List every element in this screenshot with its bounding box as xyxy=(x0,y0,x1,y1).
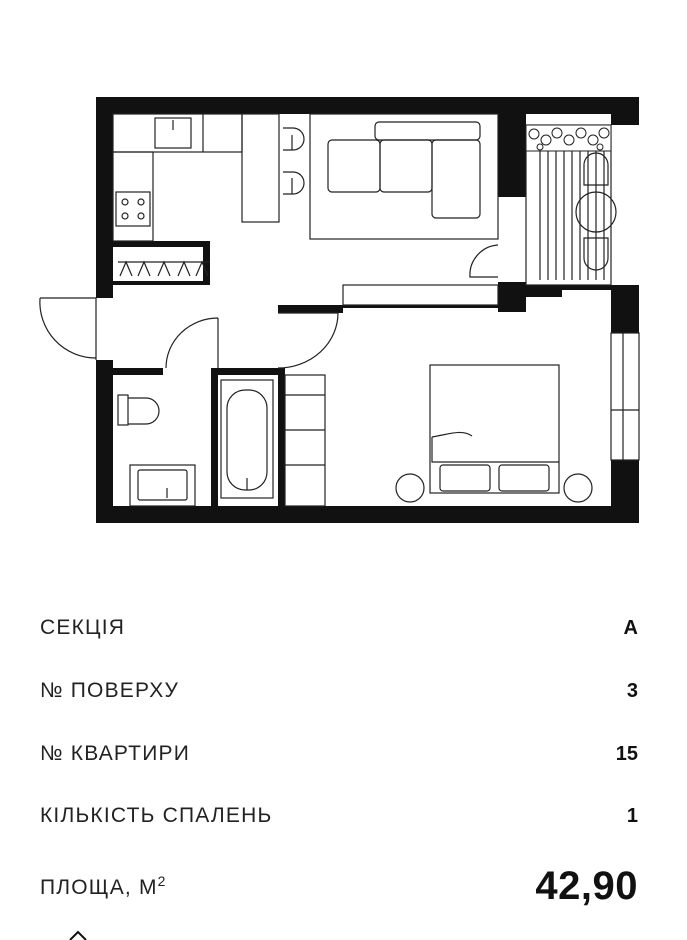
section-row xyxy=(40,608,638,648)
walls xyxy=(96,97,639,523)
area-row xyxy=(40,861,638,911)
area-unit-sup: 2 xyxy=(157,872,167,889)
area-value: 42,90 xyxy=(535,863,638,908)
chevron-up-icon[interactable] xyxy=(64,928,92,940)
bedrooms-row xyxy=(40,796,638,836)
floor-label: № ПОВЕРХУ xyxy=(40,679,180,702)
section-label: СЕКЦІЯ xyxy=(40,616,126,639)
bedrooms-value: 1 xyxy=(626,804,638,827)
apartment-label: № КВАРТИРИ xyxy=(40,742,190,765)
apartment-value: 15 xyxy=(615,742,638,765)
floor-value: 3 xyxy=(626,679,638,702)
bedrooms-label: КІЛЬКІСТЬ СПАЛЕНЬ xyxy=(40,804,273,827)
section-value: А xyxy=(623,616,638,639)
apartment-row xyxy=(40,734,638,774)
floor-row xyxy=(40,671,638,711)
balcony-plants xyxy=(526,125,611,151)
area-label-text: ПЛОЩА, М xyxy=(40,875,158,899)
area-label xyxy=(40,873,167,900)
